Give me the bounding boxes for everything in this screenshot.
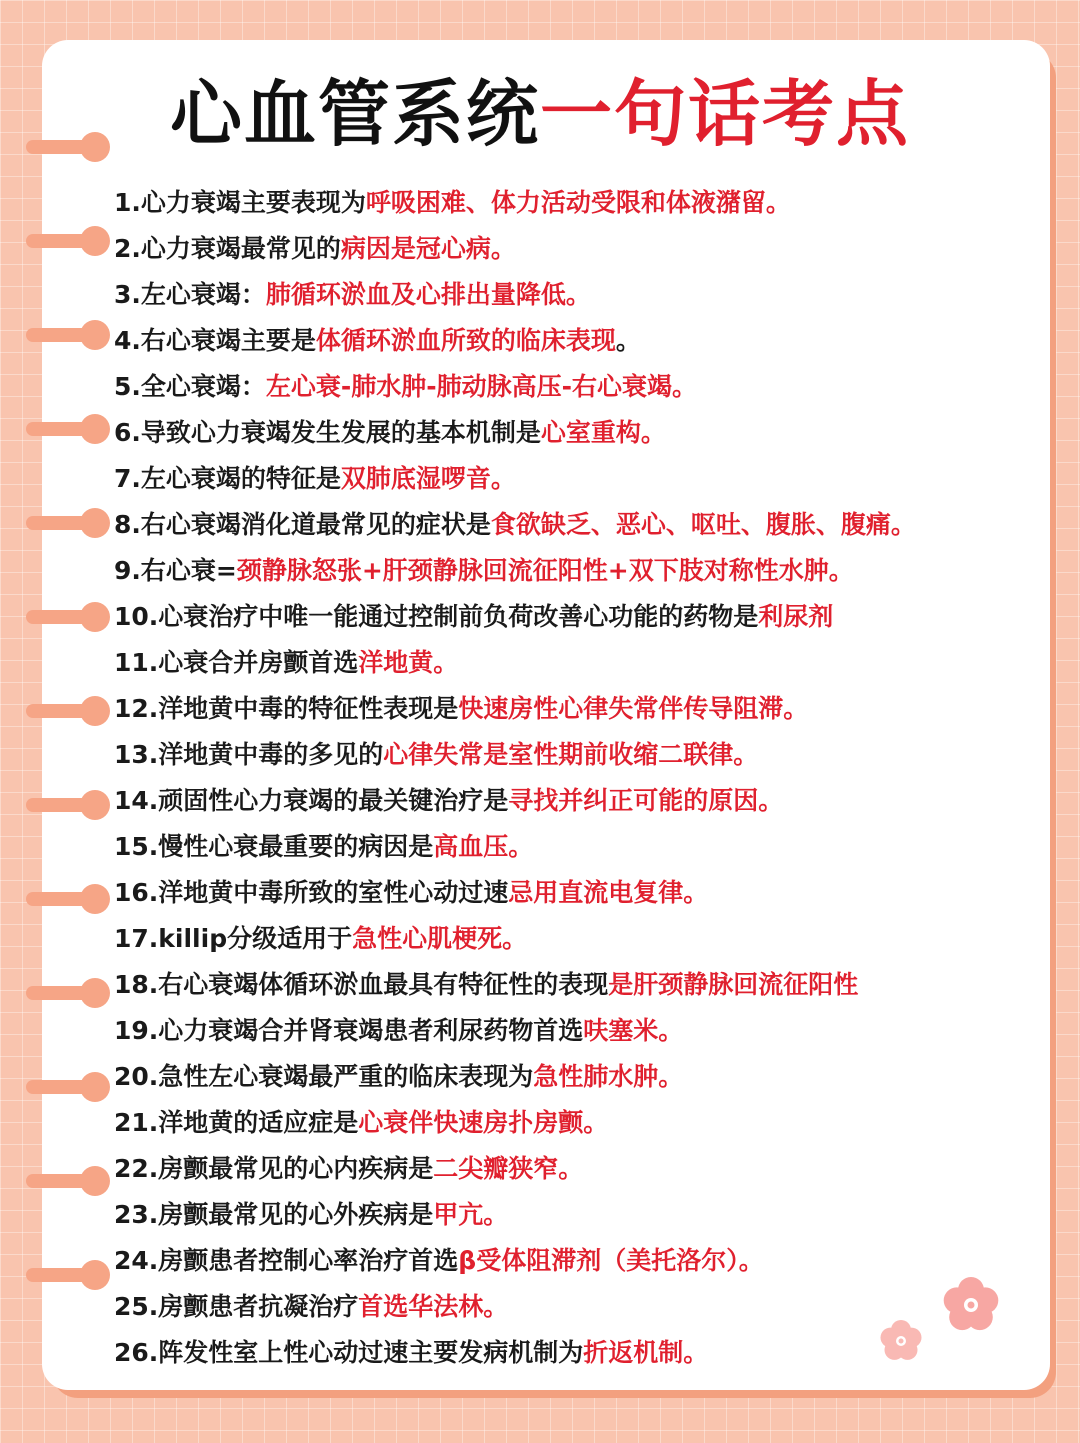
fact-item [114,318,1039,364]
title-red-part: 一句话考点 [540,72,911,156]
fact-highlight: 心衰伴快速房扑房颤。 [358,1108,609,1137]
fact-text: 16.洋地黄中毒所致的室性心动过速 [114,878,509,907]
fact-text: 10.心衰治疗中唯一能通过控制前负荷改善心功能的药物是 [114,602,759,631]
fact-highlight: 洋地黄。 [358,648,459,677]
fact-text: 8.右心衰竭消化道最常见的症状是 [114,510,491,539]
fact-text: 11.心衰合并房颤首选 [114,648,359,677]
fact-text: 4.右心衰竭主要是 [114,326,316,355]
fact-item [114,916,1039,962]
fact-text: 2.心力衰竭最常见的 [114,234,341,263]
fact-text: 15.慢性心衰最重要的病因是 [114,832,434,861]
fact-item [114,824,1039,870]
binder-tab-ring [80,696,110,726]
fact-text: 20.急性左心衰竭最严重的临床表现为 [114,1062,534,1091]
binder-tab [26,886,106,912]
fact-item [114,594,1039,640]
fact-item [114,732,1039,778]
fact-text: 22.房颤最常见的心内疾病是 [114,1154,434,1183]
binder-tab [26,322,106,348]
fact-item [114,1192,1039,1238]
binder-tab [26,1168,106,1194]
fact-list [114,180,1039,1376]
fact-item [114,548,1039,594]
fact-highlight: 双肺底湿啰音。 [340,464,516,493]
fact-text: 21.洋地黄的适应症是 [114,1108,359,1137]
binder-tab [26,510,106,536]
fact-highlight: 急性肺水肿。 [533,1062,684,1091]
fact-highlight: 折返机制。 [583,1338,709,1367]
binder-tab-ring [80,1166,110,1196]
fact-text: 26.阵发性室上性心动过速主要发病机制为 [114,1338,584,1367]
fact-text: 14.顽固性心力衰竭的最关键治疗是 [114,786,509,815]
fact-highlight: 病因是冠心病。 [340,234,516,263]
fact-text: 3.左心衰竭： [114,280,266,309]
fact-item [114,1146,1039,1192]
fact-item [114,1008,1039,1054]
fact-text: 23.房颤最常见的心外疾病是 [114,1200,434,1229]
title-black-part: 心血管系统 [169,72,540,156]
fact-suffix: 。 [615,326,641,355]
binder-tab-ring [80,320,110,350]
page-title [0,66,1080,162]
flower-icon [876,1316,926,1366]
fact-highlight: 忌用直流电复律。 [508,878,709,907]
fact-highlight: β受体阻滞剂（美托洛尔）。 [458,1246,764,1275]
fact-highlight: 二尖瓣狭窄。 [433,1154,584,1183]
fact-highlight: 颈静脉怒张+肝颈静脉回流征阳性+双下肢对称性水肿。 [236,556,854,585]
fact-item [114,226,1039,272]
fact-text: 13.洋地黄中毒的多见的 [114,740,384,769]
fact-highlight: 是肝颈静脉回流征阳性 [608,970,859,999]
fact-highlight: 首选华法林。 [358,1292,509,1321]
fact-item [114,686,1039,732]
fact-highlight: 甲亢。 [433,1200,509,1229]
binder-tab [26,228,106,254]
fact-highlight: 呼吸困难、体力活动受限和体液潴留。 [365,188,791,217]
fact-item [114,870,1039,916]
binder-tab [26,416,106,442]
fact-item [114,502,1039,548]
fact-item [114,272,1039,318]
binder-tab [26,604,106,630]
fact-highlight: 心律失常是室性期前收缩二联律。 [383,740,759,769]
binder-tab-ring [80,602,110,632]
fact-highlight: 体循环淤血所致的临床表现 [315,326,616,355]
binder-tab-ring [80,884,110,914]
fact-text: 17.killip分级适用于 [114,924,353,953]
fact-highlight: 高血压。 [433,832,534,861]
binder-tab-ring [80,226,110,256]
fact-item [114,456,1039,502]
fact-text: 9.右心衰= [114,556,237,585]
fact-item [114,640,1039,686]
fact-text: 25.房颤患者抗凝治疗 [114,1292,359,1321]
fact-text: 24.房颤患者控制心率治疗首选 [114,1246,459,1275]
binder-tab-ring [80,414,110,444]
fact-highlight: 肺循环淤血及心排出量降低。 [265,280,591,309]
fact-item [114,962,1039,1008]
fact-text: 18.右心衰竭体循环淤血最具有特征性的表现 [114,970,609,999]
fact-item [114,1100,1039,1146]
fact-text: 7.左心衰竭的特征是 [114,464,341,493]
fact-text: 5.全心衰竭： [114,372,266,401]
fact-highlight: 心室重构。 [540,418,666,447]
binder-tab-ring [80,508,110,538]
fact-highlight: 左心衰-肺水肿-肺动脉高压-右心衰竭。 [265,372,698,401]
fact-highlight: 急性心肌梗死。 [352,924,528,953]
fact-highlight: 食欲缺乏、恶心、呕吐、腹胀、腹痛。 [490,510,916,539]
binder-tab-ring [80,790,110,820]
binder-tab-ring [80,1260,110,1290]
fact-highlight: 寻找并纠正可能的原因。 [508,786,784,815]
fact-highlight: 呋塞米。 [583,1016,684,1045]
flower-icon [938,1272,1004,1338]
fact-highlight: 快速房性心律失常伴传导阻滞。 [458,694,809,723]
fact-text: 1.心力衰竭主要表现为 [114,188,366,217]
binder-tab [26,1262,106,1288]
binder-tab-ring [80,1072,110,1102]
fact-text: 12.洋地黄中毒的特征性表现是 [114,694,459,723]
fact-item [114,1054,1039,1100]
binder-tab [26,698,106,724]
fact-item [114,364,1039,410]
fact-item [114,1238,1039,1284]
fact-highlight: 利尿剂 [758,602,834,631]
binder-tab-ring [80,978,110,1008]
fact-item [114,410,1039,456]
fact-item [114,180,1039,226]
fact-text: 19.心力衰竭合并肾衰竭患者利尿药物首选 [114,1016,584,1045]
binder-tab [26,792,106,818]
fact-item [114,778,1039,824]
binder-tab [26,980,106,1006]
fact-text: 6.导致心力衰竭发生发展的基本机制是 [114,418,541,447]
binder-tab [26,1074,106,1100]
